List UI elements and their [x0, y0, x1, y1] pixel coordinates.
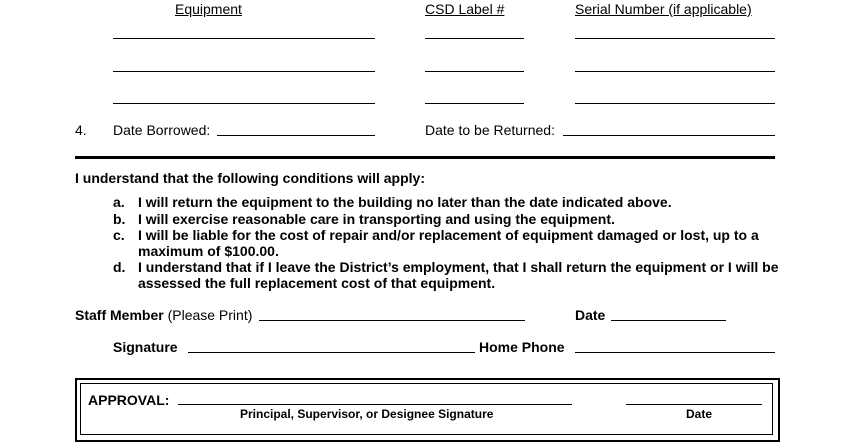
serial-number-line-1[interactable]: [575, 38, 775, 39]
condition-b-letter: b.: [113, 211, 126, 227]
signature-line[interactable]: [188, 352, 475, 353]
staff-member-label: [75, 307, 252, 323]
condition-c-text: I will be liable for the cost of repair and/or replacement of equipment damaged or lost, up to a: [138, 227, 759, 243]
conditions-intro: I understand that the following conditions will apply:: [75, 170, 425, 186]
equipment-header: Equipment: [175, 1, 242, 17]
equipment-line-3[interactable]: [113, 103, 375, 104]
section-divider: [75, 156, 775, 159]
csd-label-line-2[interactable]: [425, 71, 524, 72]
approval-signature-caption: Principal, Supervisor, or Designee Signature: [240, 407, 494, 421]
equipment-line-2[interactable]: [113, 71, 375, 72]
staff-member-label-bold: Staff Member: [75, 307, 164, 323]
condition-d-letter: d.: [113, 259, 126, 275]
item-number: 4.: [75, 122, 87, 138]
csd-label-line-1[interactable]: [425, 38, 524, 39]
approval-date-caption: Date: [686, 407, 713, 421]
staff-date-label: Date: [575, 307, 606, 323]
csd-label-line-3[interactable]: [425, 103, 524, 104]
serial-number-line-2[interactable]: [575, 71, 775, 72]
approval-signature-line[interactable]: [178, 404, 572, 405]
condition-c-letter: c.: [113, 227, 125, 243]
condition-d-text: I understand that if I leave the District’s employment, that I shall return the equipment or I will be: [138, 259, 779, 275]
staff-date-line[interactable]: [611, 320, 726, 321]
condition-b-text: I will exercise reasonable care in transporting and using the equipment.: [138, 211, 615, 227]
equipment-line-1[interactable]: [113, 38, 375, 39]
approval-date-line[interactable]: [626, 404, 762, 405]
date-returned-label: Date to be Returned:: [425, 122, 555, 138]
approval-label: APPROVAL:: [88, 392, 170, 408]
staff-member-line[interactable]: [259, 320, 525, 321]
serial-number-line-3[interactable]: [575, 103, 775, 104]
home-phone-line[interactable]: [575, 352, 775, 353]
serial-number-header: Serial Number (if applicable): [575, 1, 752, 17]
condition-c-text-cont: maximum of $100.00.: [138, 243, 279, 259]
home-phone-label: Home Phone: [479, 339, 565, 355]
date-borrowed-line[interactable]: [217, 135, 375, 136]
date-borrowed-label: Date Borrowed:: [113, 122, 211, 138]
condition-a-letter: a.: [113, 194, 125, 210]
condition-d-text-cont: assessed the full replacement cost of that equipment.: [138, 275, 496, 291]
csd-label-header: CSD Label #: [425, 1, 505, 17]
staff-member-label-rest: (Please Print): [167, 307, 253, 323]
signature-label: Signature: [113, 339, 178, 355]
date-returned-line[interactable]: [563, 135, 775, 136]
condition-a-text: I will return the equipment to the building no later than the date indicated above.: [138, 194, 672, 210]
